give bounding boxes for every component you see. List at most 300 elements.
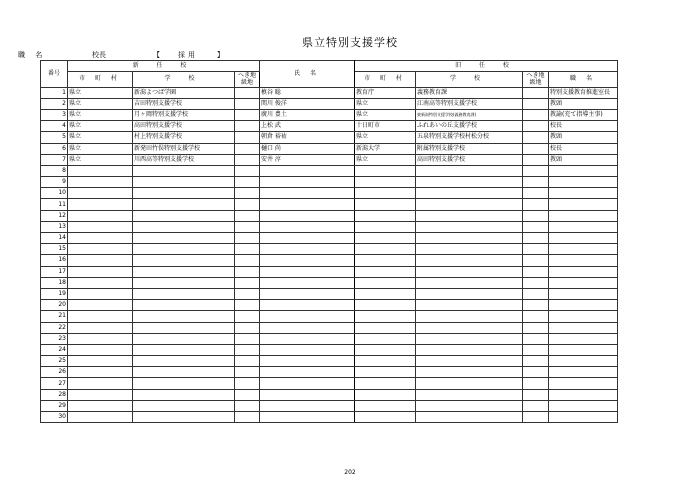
person-name [260, 266, 355, 277]
person-name: 関川 俊洋 [260, 98, 355, 109]
old-remote-grade [523, 210, 549, 221]
table-row [41, 356, 618, 367]
new-school [133, 177, 235, 188]
header-old-municipality: 市 町 村 [355, 72, 416, 87]
person-name: 朝倉 裕祐 [260, 132, 355, 143]
old-job-title: 校長 [549, 143, 618, 154]
row-number: 10 [41, 188, 68, 199]
table-row [41, 199, 618, 210]
row-number: 16 [41, 255, 68, 266]
new-remote-grade [235, 255, 260, 266]
new-municipality: 県立 [68, 87, 133, 98]
old-job-title [549, 367, 618, 378]
new-municipality [68, 300, 133, 311]
row-number: 20 [41, 300, 68, 311]
bracket-open: 【 [153, 51, 160, 59]
new-remote-grade [235, 378, 260, 389]
old-remote-grade [523, 400, 549, 411]
old-school [416, 266, 523, 277]
table-row [41, 400, 618, 411]
new-remote-grade [235, 165, 260, 176]
new-remote-grade [235, 154, 260, 165]
table-row [41, 121, 618, 132]
table-row [41, 98, 618, 109]
new-remote-grade [235, 277, 260, 288]
new-school [133, 389, 235, 400]
new-remote-grade [235, 389, 260, 400]
person-name [260, 188, 355, 199]
table-row [41, 177, 618, 188]
old-municipality [355, 333, 416, 344]
old-municipality [355, 210, 416, 221]
old-municipality [355, 177, 416, 188]
table-row [41, 188, 618, 199]
table-row [41, 277, 618, 288]
new-municipality: 県立 [68, 154, 133, 165]
table-row [41, 412, 618, 423]
old-municipality: 新潟大学 [355, 143, 416, 154]
new-school [133, 311, 235, 322]
new-school [133, 199, 235, 210]
old-school [416, 199, 523, 210]
new-municipality [68, 389, 133, 400]
row-number: 3 [41, 109, 68, 120]
old-school [416, 311, 523, 322]
old-municipality [355, 311, 416, 322]
old-job-title: 校長 [549, 121, 618, 132]
new-municipality [68, 322, 133, 333]
new-municipality [68, 311, 133, 322]
row-number: 18 [41, 277, 68, 288]
new-remote-grade [235, 288, 260, 299]
old-school: 義務教育課 [416, 87, 523, 98]
old-municipality [355, 233, 416, 244]
old-job-title [549, 177, 618, 188]
new-school: 吉田特別支援学校 [133, 98, 235, 109]
new-municipality [68, 333, 133, 344]
table-row [41, 266, 618, 277]
old-school: ふれあいの丘支援学校 [416, 121, 523, 132]
new-municipality [68, 378, 133, 389]
old-school [416, 255, 523, 266]
old-school [416, 322, 523, 333]
row-number: 5 [41, 132, 68, 143]
table-row [41, 300, 618, 311]
new-school: 月ヶ岡特別支援学校 [133, 109, 235, 120]
header-name: 氏 名 [260, 61, 355, 88]
old-municipality [355, 389, 416, 400]
old-school: 高田特別支援学校 [416, 154, 523, 165]
table-row [41, 389, 618, 400]
table-row [41, 244, 618, 255]
job-line-label: 職 名 [18, 51, 47, 59]
row-number: 12 [41, 210, 68, 221]
old-municipality [355, 244, 416, 255]
table-row [41, 344, 618, 355]
old-job-title [549, 221, 618, 232]
old-remote-grade [523, 87, 549, 98]
old-school [416, 412, 523, 423]
old-remote-grade [523, 322, 549, 333]
old-job-title [549, 311, 618, 322]
new-municipality [68, 177, 133, 188]
new-school [133, 266, 235, 277]
old-remote-grade [523, 333, 549, 344]
header-new-school: 学 校 [133, 72, 235, 87]
table-row [41, 288, 618, 299]
old-job-title: 教諭(充て指導主事) [549, 109, 618, 120]
old-remote-grade [523, 98, 549, 109]
old-job-title [549, 288, 618, 299]
header-new-post: 新 任 校 [68, 61, 260, 72]
new-remote-grade [235, 333, 260, 344]
old-school [416, 210, 523, 221]
table-row [41, 154, 618, 165]
new-remote-grade [235, 244, 260, 255]
new-remote-grade [235, 412, 260, 423]
old-school [416, 356, 523, 367]
old-remote-grade [523, 389, 549, 400]
person-name [260, 210, 355, 221]
new-school [133, 288, 235, 299]
row-number: 25 [41, 356, 68, 367]
new-school [133, 277, 235, 288]
person-name: 上松 武 [260, 121, 355, 132]
person-name [260, 165, 355, 176]
old-municipality: 県立 [355, 98, 416, 109]
new-municipality: 県立 [68, 121, 133, 132]
new-school [133, 255, 235, 266]
table-row [41, 87, 618, 98]
person-name [260, 199, 355, 210]
table-row [41, 311, 618, 322]
old-remote-grade [523, 233, 549, 244]
old-remote-grade [523, 378, 549, 389]
old-municipality [355, 255, 416, 266]
new-school [133, 333, 235, 344]
new-remote-grade [235, 311, 260, 322]
new-school [133, 300, 235, 311]
row-number: 8 [41, 165, 68, 176]
old-school [416, 367, 523, 378]
person-name [260, 389, 355, 400]
new-school [133, 412, 235, 423]
row-number: 11 [41, 199, 68, 210]
new-municipality [68, 344, 133, 355]
old-job-title [549, 300, 618, 311]
new-municipality [68, 165, 133, 176]
new-school [133, 378, 235, 389]
old-remote-grade [523, 244, 549, 255]
row-number: 23 [41, 333, 68, 344]
new-remote-grade [235, 367, 260, 378]
new-municipality [68, 277, 133, 288]
table-row [41, 367, 618, 378]
old-municipality [355, 277, 416, 288]
old-school: 附属特別支援学校 [416, 143, 523, 154]
row-number: 22 [41, 322, 68, 333]
old-job-title [549, 244, 618, 255]
row-number: 6 [41, 143, 68, 154]
old-school [416, 233, 523, 244]
old-remote-grade [523, 356, 549, 367]
old-municipality [355, 344, 416, 355]
new-municipality [68, 199, 133, 210]
person-name [260, 300, 355, 311]
new-remote-grade [235, 177, 260, 188]
new-school [133, 344, 235, 355]
person-name: 安井 淳 [260, 154, 355, 165]
new-school [133, 400, 235, 411]
person-name [260, 356, 355, 367]
row-number: 19 [41, 288, 68, 299]
row-number: 13 [41, 221, 68, 232]
old-school [416, 244, 523, 255]
old-job-title [549, 356, 618, 367]
new-municipality [68, 188, 133, 199]
new-remote-grade [235, 98, 260, 109]
new-remote-grade [235, 344, 260, 355]
old-municipality [355, 266, 416, 277]
old-remote-grade [523, 177, 549, 188]
old-remote-grade [523, 255, 549, 266]
new-municipality [68, 367, 133, 378]
new-municipality: 県立 [68, 143, 133, 154]
new-school: 高田特別支援学校 [133, 121, 235, 132]
old-remote-grade [523, 266, 549, 277]
table-row [41, 221, 618, 232]
person-name [260, 367, 355, 378]
page-title: 県立特別支援学校 [302, 36, 398, 49]
old-municipality: 県立 [355, 154, 416, 165]
old-school [416, 400, 523, 411]
new-school [133, 210, 235, 221]
person-name [260, 177, 355, 188]
new-municipality [68, 356, 133, 367]
old-municipality [355, 288, 416, 299]
old-job-title [549, 199, 618, 210]
person-name: 槙谷 聡 [260, 87, 355, 98]
new-remote-grade [235, 188, 260, 199]
old-school: 五泉特別支援学校村松分校 [416, 132, 523, 143]
table-row [41, 210, 618, 221]
page-number: 202 [344, 469, 356, 476]
old-job-title [549, 412, 618, 423]
old-municipality [355, 165, 416, 176]
person-name [260, 288, 355, 299]
old-school: 江南高等特別支援学校 [416, 98, 523, 109]
old-municipality: 十日町市 [355, 121, 416, 132]
new-remote-grade [235, 266, 260, 277]
person-name [260, 244, 355, 255]
new-school [133, 188, 235, 199]
old-school [416, 188, 523, 199]
old-municipality [355, 378, 416, 389]
header-number: 番号 [41, 61, 68, 88]
old-municipality [355, 300, 416, 311]
new-remote-grade [235, 322, 260, 333]
new-remote-grade [235, 233, 260, 244]
new-municipality: 県立 [68, 109, 133, 120]
old-remote-grade [523, 344, 549, 355]
old-job-title [549, 165, 618, 176]
job-line-position: 校長 [92, 51, 106, 59]
old-job-title [549, 344, 618, 355]
new-municipality [68, 412, 133, 423]
old-job-title [549, 389, 618, 400]
old-job-title [549, 378, 618, 389]
old-job-title: 教頭 [549, 132, 618, 143]
old-remote-grade [523, 221, 549, 232]
row-number: 14 [41, 233, 68, 244]
row-number: 4 [41, 121, 68, 132]
old-remote-grade [523, 143, 549, 154]
row-number: 30 [41, 412, 68, 423]
old-job-title [549, 188, 618, 199]
old-school [416, 177, 523, 188]
old-job-title [549, 333, 618, 344]
person-name [260, 221, 355, 232]
new-municipality: 県立 [68, 132, 133, 143]
person-name [260, 311, 355, 322]
new-school: 村上特別支援学校 [133, 132, 235, 143]
new-remote-grade [235, 400, 260, 411]
old-school: 東新潟特別支援学校(義務教育課) [416, 109, 523, 120]
person-name [260, 333, 355, 344]
new-school [133, 233, 235, 244]
new-remote-grade [235, 210, 260, 221]
new-remote-grade [235, 300, 260, 311]
old-school [416, 333, 523, 344]
new-remote-grade [235, 199, 260, 210]
person-name: 廣川 豊土 [260, 109, 355, 120]
old-job-title [549, 233, 618, 244]
new-school [133, 322, 235, 333]
old-municipality [355, 322, 416, 333]
new-municipality [68, 244, 133, 255]
person-name [260, 233, 355, 244]
row-number: 17 [41, 266, 68, 277]
old-school [416, 165, 523, 176]
table-row [41, 165, 618, 176]
bracket-close: 】 [217, 51, 224, 59]
old-job-title: 教頭 [549, 154, 618, 165]
old-municipality [355, 199, 416, 210]
person-name [260, 412, 355, 423]
row-number: 24 [41, 344, 68, 355]
row-number: 1 [41, 87, 68, 98]
old-job-title [549, 400, 618, 411]
old-remote-grade [523, 121, 549, 132]
new-school [133, 165, 235, 176]
header-job-title: 職 名 [549, 72, 618, 87]
row-number: 2 [41, 98, 68, 109]
old-job-title [549, 266, 618, 277]
new-municipality [68, 210, 133, 221]
old-remote-grade [523, 300, 549, 311]
new-remote-grade [235, 132, 260, 143]
old-school [416, 389, 523, 400]
person-name: 樋口 尚 [260, 143, 355, 154]
table-row [41, 322, 618, 333]
person-name [260, 277, 355, 288]
old-remote-grade [523, 154, 549, 165]
old-remote-grade [523, 132, 549, 143]
header-new-municipality: 市 町 村 [68, 72, 133, 87]
new-municipality [68, 221, 133, 232]
old-remote-grade [523, 277, 549, 288]
old-remote-grade [523, 165, 549, 176]
header-new-remote-grade: へき地級地 [235, 72, 260, 87]
new-municipality: 県立 [68, 98, 133, 109]
row-number: 15 [41, 244, 68, 255]
row-number: 27 [41, 378, 68, 389]
header-old-post: 旧 任 校 [355, 61, 618, 72]
old-municipality [355, 367, 416, 378]
new-municipality [68, 233, 133, 244]
row-number: 9 [41, 177, 68, 188]
roster-table [40, 60, 618, 423]
new-school [133, 367, 235, 378]
old-municipality [355, 221, 416, 232]
new-municipality [68, 400, 133, 411]
old-job-title [549, 277, 618, 288]
row-number: 29 [41, 400, 68, 411]
old-municipality [355, 188, 416, 199]
new-remote-grade [235, 356, 260, 367]
table-row [41, 132, 618, 143]
person-name [260, 378, 355, 389]
old-job-title [549, 210, 618, 221]
old-remote-grade [523, 367, 549, 378]
table-row [41, 255, 618, 266]
new-remote-grade [235, 87, 260, 98]
old-municipality: 県立 [355, 109, 416, 120]
header-old-remote-grade: へき地級地 [523, 72, 549, 87]
table-row [41, 233, 618, 244]
person-name [260, 322, 355, 333]
new-municipality [68, 288, 133, 299]
new-municipality [68, 255, 133, 266]
row-number: 7 [41, 154, 68, 165]
old-job-title [549, 322, 618, 333]
appointment-kind: 採用 [178, 51, 198, 59]
new-school: 川西高等特別支援学校 [133, 154, 235, 165]
old-remote-grade [523, 412, 549, 423]
person-name [260, 255, 355, 266]
new-remote-grade [235, 121, 260, 132]
person-name [260, 344, 355, 355]
new-municipality [68, 266, 133, 277]
old-school [416, 277, 523, 288]
new-school: 新発田竹俣特別支援学校 [133, 143, 235, 154]
row-number: 26 [41, 367, 68, 378]
old-municipality [355, 400, 416, 411]
old-job-title: 特別支援教育推進室長 [549, 87, 618, 98]
new-school [133, 244, 235, 255]
new-remote-grade [235, 143, 260, 154]
row-number: 28 [41, 389, 68, 400]
new-school: 新潟よつば学園 [133, 87, 235, 98]
old-remote-grade [523, 188, 549, 199]
new-school [133, 356, 235, 367]
old-job-title [549, 255, 618, 266]
old-remote-grade [523, 109, 549, 120]
old-school [416, 344, 523, 355]
old-school [416, 300, 523, 311]
old-municipality: 教育庁 [355, 87, 416, 98]
table-row [41, 378, 618, 389]
